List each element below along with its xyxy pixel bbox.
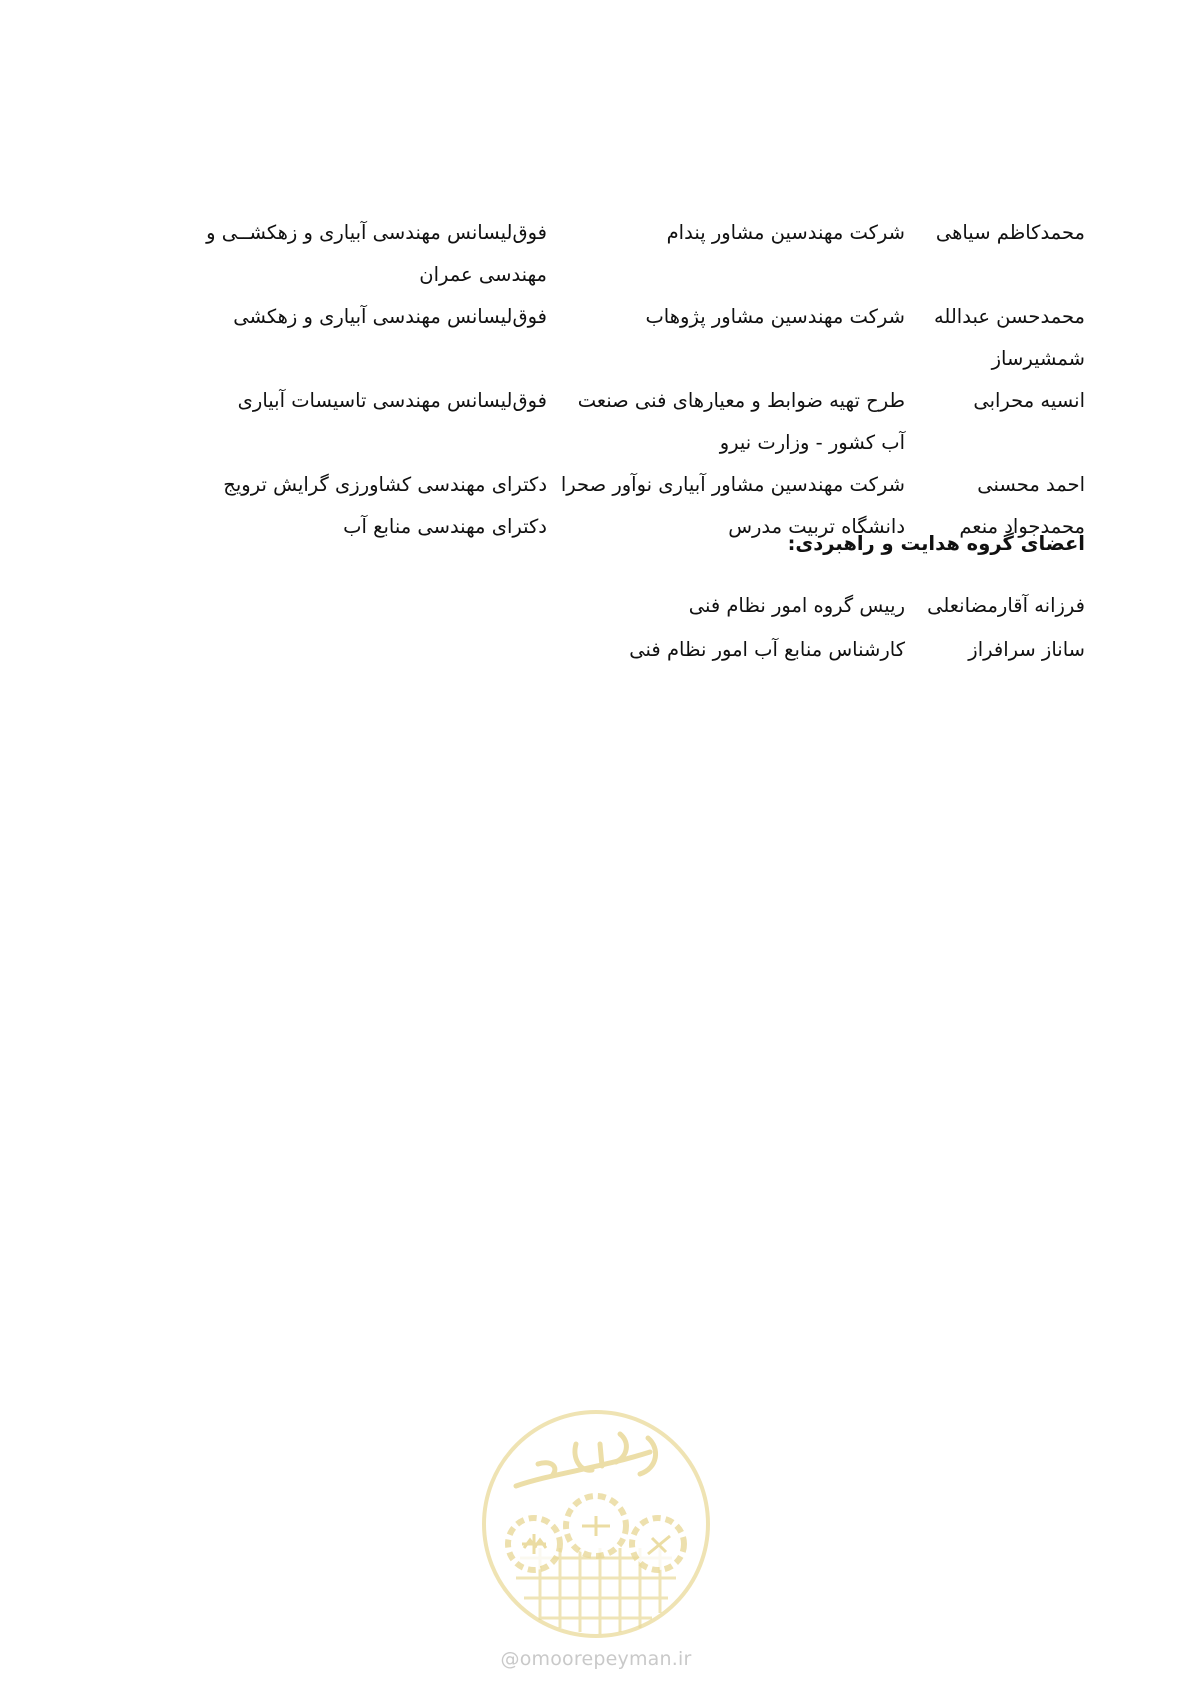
member-degree: فوق‌لیسانس مهندسی آبیاری و زهکشی (233, 305, 547, 328)
member-name: محمدحسن عبدالله شمشیرساز (933, 305, 1085, 370)
member-name: احمد محسنی (977, 473, 1085, 496)
table-row (553, 584, 1085, 628)
member-degree: فوق‌لیسانس مهندسی آبیاری و زهکشــی و مهندسی عمران (206, 221, 547, 286)
steering-group-heading: اعضای گروه هدایت و راهبردی: (787, 532, 1085, 555)
member-name: محمدکاظم سیاهی (935, 221, 1085, 244)
member-degree: فوق‌لیسانس مهندسی تاسیسات آبیاری (237, 389, 547, 412)
table-row (133, 380, 1085, 464)
member-degree: دکترای مهندسی کشاورزی گرایش ترویج (223, 473, 547, 496)
member-name: محمدجواد منعم (959, 515, 1085, 538)
members-table (133, 212, 1085, 548)
watermark-logo (480, 1408, 712, 1640)
member-organization: شرکت مهندسین مشاور پژوهاب (645, 305, 905, 328)
table-row (553, 628, 1085, 672)
seal-icon (480, 1408, 712, 1640)
member-organization: شرکت مهندسین مشاور پندام (666, 221, 905, 244)
table-row (133, 212, 1085, 296)
member-organization: دانشگاه تربیت مدرس (728, 515, 905, 538)
steering-member-role: کارشناس منابع آب امور نظام فنی (629, 638, 905, 661)
steering-member-role: رییس گروه امور نظام فنی (688, 594, 905, 617)
member-organization: طرح تهیه ضوابط و معیارهای فنی صنعت آب کشور - وزارت نیرو (577, 389, 905, 454)
watermark-url: @omoorepeyman.ir (500, 1648, 692, 1670)
steering-member-name: ساناز سرافراز (968, 638, 1085, 661)
member-name: انسیه محرابی (973, 389, 1085, 412)
table-row (133, 296, 1085, 380)
member-organization: شرکت مهندسین مشاور آبیاری نوآور صحرا (560, 473, 905, 496)
steering-table (553, 584, 1085, 672)
member-degree: دکترای مهندسی منابع آب (343, 515, 547, 538)
steering-member-name: فرزانه آقارمضانعلی (927, 594, 1085, 617)
table-row (133, 464, 1085, 506)
